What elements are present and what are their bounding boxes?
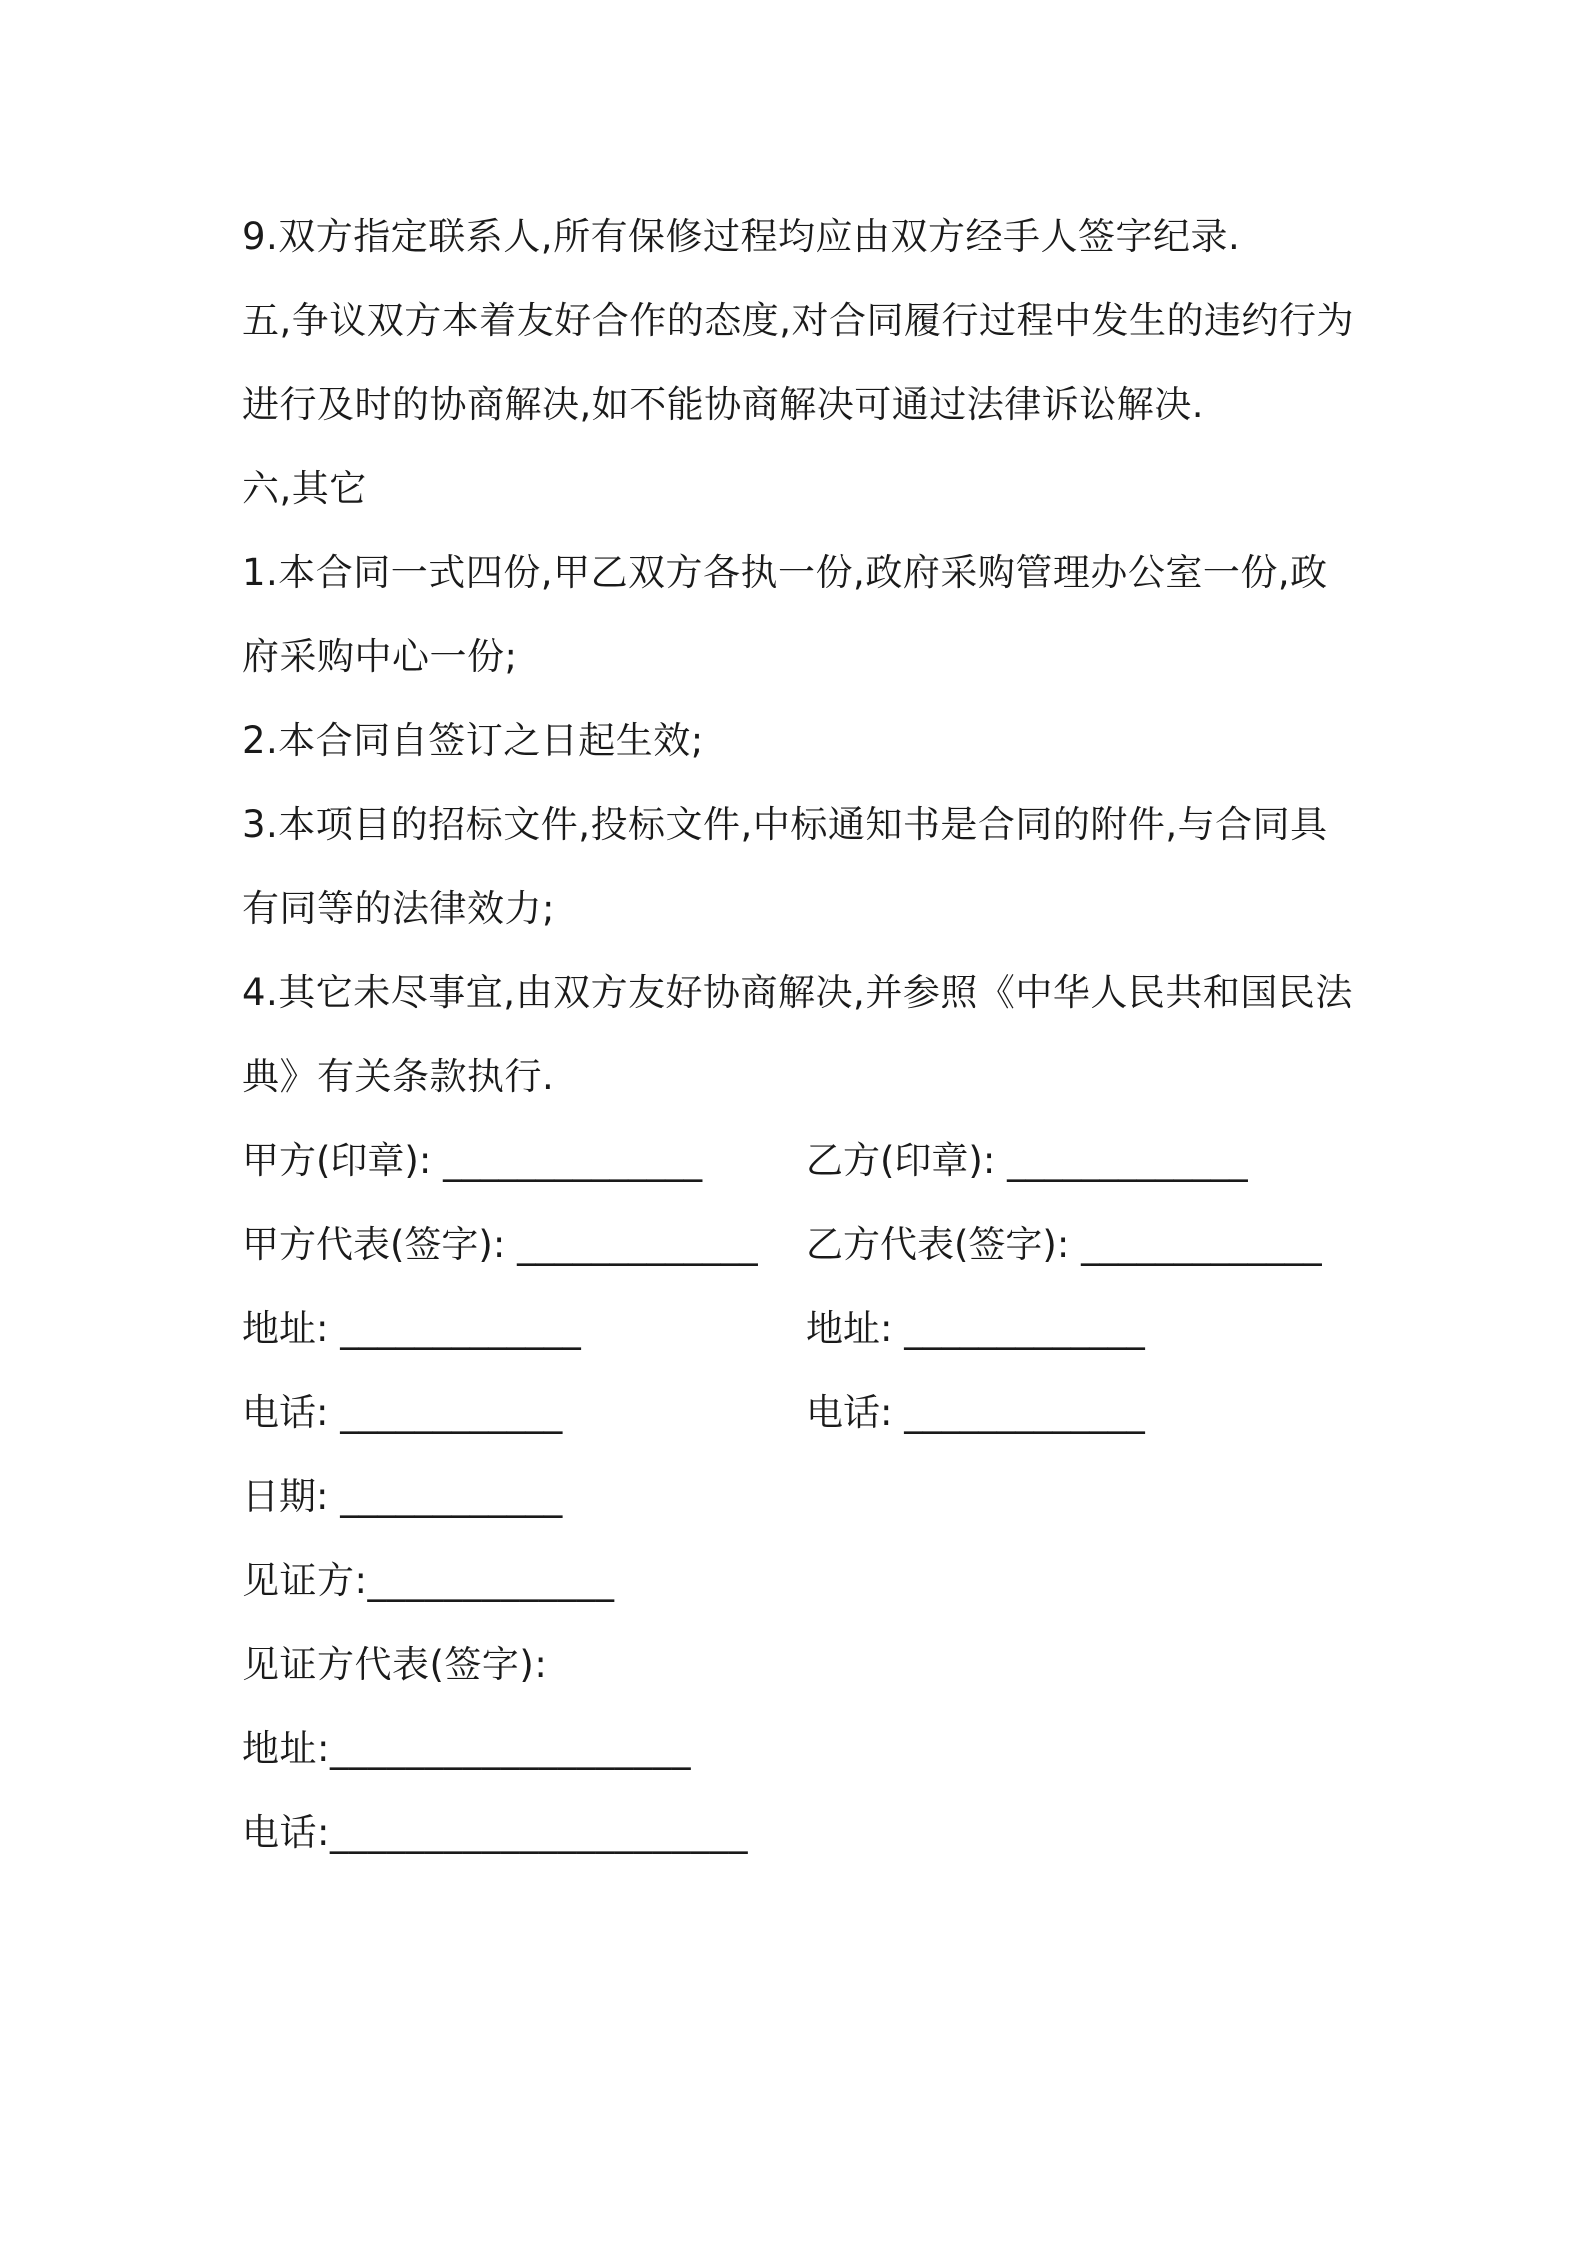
contract-body — [242, 195, 1362, 1875]
section-6-heading: 六,其它 — [242, 467, 367, 510]
party-a-representative-field: 甲方代表(签字): _____________ — [242, 1223, 758, 1266]
clause-9-contact: 9.双方指定联系人,所有保修过程均应由双方经手人签字纪录. — [242, 215, 1241, 258]
party-b-phone-field: 电话: _____________ — [806, 1391, 1145, 1434]
signature-row-date — [242, 1455, 1362, 1539]
signature-row-representative — [242, 1203, 1362, 1287]
signature-row-address — [242, 1287, 1362, 1371]
date-field: 日期: ____________ — [242, 1475, 563, 1518]
clause-6-1-line-2: 府采购中心一份; — [242, 635, 518, 678]
party-a-address-field: 地址: _____________ — [242, 1307, 581, 1350]
witness-phone-field: 电话:______________________ — [242, 1811, 748, 1854]
party-b-seal-field: 乙方(印章): _____________ — [806, 1139, 1248, 1182]
witness-address-field: 地址:___________________ — [242, 1727, 691, 1770]
witness-representative-field: 见证方代表(签字): — [242, 1643, 548, 1686]
section-5-dispute-line-1: 五,争议双方本着友好合作的态度,对合同履行过程中发生的违约行为 — [242, 299, 1355, 342]
clause-6-3-line-2: 有同等的法律效力; — [242, 887, 555, 930]
clause-6-3-line-1: 3.本项目的招标文件,投标文件,中标通知书是合同的附件,与合同具 — [242, 803, 1328, 846]
clause-6-4-line-1: 4.其它未尽事宜,由双方友好协商解决,并参照《中华人民共和国民法 — [242, 971, 1353, 1014]
party-b-representative-field: 乙方代表(签字): _____________ — [806, 1223, 1322, 1266]
clause-6-4-line-2: 典》有关条款执行. — [242, 1055, 555, 1098]
party-a-seal-field: 甲方(印章): ______________ — [242, 1139, 703, 1182]
clause-6-2: 2.本合同自签订之日起生效; — [242, 719, 704, 762]
section-5-dispute-line-2: 进行及时的协商解决,如不能协商解决可通过法律诉讼解决. — [242, 383, 1205, 426]
signature-row-phone — [242, 1371, 1362, 1455]
signature-row-seal — [242, 1119, 1362, 1203]
clause-6-1-line-1: 1.本合同一式四份,甲乙双方各执一份,政府采购管理办公室一份,政 — [242, 551, 1328, 594]
party-b-address-field: 地址: _____________ — [806, 1307, 1145, 1350]
witness-field: 见证方:_____________ — [242, 1559, 615, 1602]
party-a-phone-field: 电话: ____________ — [242, 1391, 563, 1434]
